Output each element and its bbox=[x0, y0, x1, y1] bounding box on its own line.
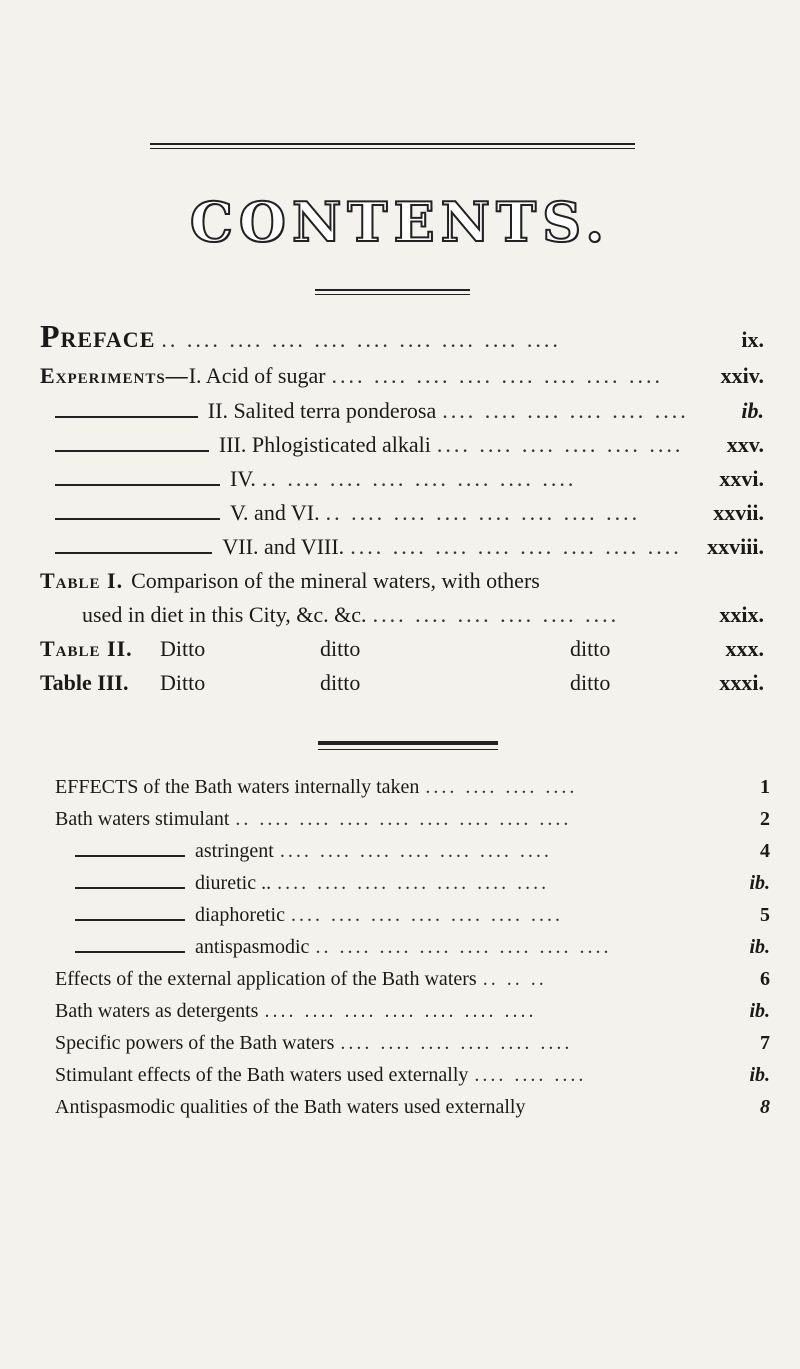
experiment-label: I. Acid of sugar bbox=[188, 363, 326, 388]
ditto-dash bbox=[75, 951, 185, 953]
toc-effects-5 bbox=[75, 904, 770, 927]
toc-effects-6 bbox=[75, 936, 770, 959]
page-number: 2 bbox=[760, 808, 770, 830]
page-number: xxvi. bbox=[719, 466, 764, 491]
ditto-dash bbox=[55, 416, 198, 418]
entry-label: antispasmodic bbox=[195, 936, 310, 958]
experiments-label: Experiments— bbox=[40, 363, 189, 388]
entry-label: Bath waters as detergents bbox=[55, 1000, 259, 1022]
leader: .... .... .... .... .... .... .... bbox=[290, 904, 563, 926]
page-number: xxxi. bbox=[719, 670, 764, 695]
toc-effects-7 bbox=[55, 968, 770, 991]
ditto-dash bbox=[75, 887, 185, 889]
ditto: Ditto bbox=[160, 670, 206, 695]
toc-experiment-5 bbox=[55, 500, 764, 526]
leader: .... .... .... .... .... .... bbox=[442, 398, 689, 423]
leader: .. .... .... .... .... .... .... .... .... bbox=[235, 808, 572, 830]
ditto-dash bbox=[75, 919, 185, 921]
ditto: ditto bbox=[320, 670, 361, 695]
experiment-label: III. Phlogisticated alkali bbox=[218, 432, 431, 457]
entry-label: EFFECTS of the Bath waters internally taken bbox=[55, 776, 420, 798]
toc-experiment-3 bbox=[55, 432, 764, 458]
page-number: 8 bbox=[760, 1096, 770, 1118]
entry-label: diuretic .. bbox=[195, 872, 272, 894]
page-number: ib. bbox=[741, 398, 764, 423]
table-label: Table II. bbox=[40, 636, 133, 661]
leader: .... .... .... .... .... .... bbox=[436, 432, 684, 457]
page-number: ib. bbox=[749, 936, 770, 958]
toc-table-1-cont bbox=[82, 602, 764, 628]
leader: .... .... .... bbox=[474, 1064, 587, 1086]
section-rule bbox=[318, 741, 498, 745]
ditto-dash bbox=[55, 552, 212, 554]
ditto-dash bbox=[75, 855, 185, 857]
title-rule-thin bbox=[315, 294, 470, 295]
ditto-dash bbox=[55, 518, 220, 520]
leader: .... .... .... .... .... .... .... bbox=[277, 872, 550, 894]
toc-preface bbox=[40, 318, 764, 355]
entry-label: diaphoretic bbox=[195, 904, 285, 926]
ditto: ditto bbox=[570, 636, 611, 661]
toc-table-1 bbox=[40, 568, 764, 594]
leader: .... .... .... .... .... .... .... .... bbox=[331, 363, 664, 388]
leader: .. .... .... .... .... .... .... .... bbox=[315, 936, 612, 958]
toc-table-3 bbox=[40, 670, 764, 696]
ditto: ditto bbox=[320, 636, 361, 661]
page-number: xxx. bbox=[725, 636, 764, 661]
page-number: 1 bbox=[760, 776, 770, 798]
leader: .... .... .... .... bbox=[425, 776, 578, 798]
section-rule-thin bbox=[318, 749, 498, 750]
toc-effects-2 bbox=[55, 808, 770, 831]
toc-effects-1 bbox=[55, 776, 770, 799]
table-label: Table I. bbox=[40, 568, 124, 593]
toc-effects-4 bbox=[75, 872, 770, 895]
entry-label: Specific powers of the Bath waters bbox=[55, 1032, 335, 1054]
toc-table-2 bbox=[40, 636, 764, 662]
ditto: ditto bbox=[570, 670, 611, 695]
page-number: 7 bbox=[760, 1032, 770, 1054]
table-label: Table III. bbox=[40, 670, 129, 695]
leader: .. .... .... .... .... .... .... .... .... .... bbox=[161, 327, 561, 352]
ditto: Ditto bbox=[160, 636, 206, 661]
entry-label: Antispasmodic qualities of the Bath waters used externally bbox=[55, 1096, 526, 1118]
entry-label: Stimulant effects of the Bath waters used externally bbox=[55, 1064, 469, 1086]
page-number: 4 bbox=[760, 840, 770, 862]
leader: .... .... .... .... .... .... .... bbox=[264, 1000, 537, 1022]
toc-effects-10 bbox=[55, 1064, 770, 1087]
experiment-label: II. Salited terra ponderosa bbox=[207, 398, 437, 423]
leader: .. .... .... .... .... .... .... .... bbox=[325, 500, 641, 525]
toc-effects-11 bbox=[55, 1096, 770, 1119]
experiment-label: IV. bbox=[230, 466, 256, 491]
page-number: ib. bbox=[749, 1064, 770, 1086]
page-number: ib. bbox=[749, 1000, 770, 1022]
toc-experiment-6 bbox=[55, 534, 764, 560]
ditto-dash bbox=[55, 450, 209, 452]
leader: .. .. .. bbox=[482, 968, 547, 990]
toc-effects-3 bbox=[75, 840, 770, 863]
page-title: CONTENTS. bbox=[189, 190, 611, 254]
ditto-dash bbox=[55, 484, 220, 486]
page-number: xxix. bbox=[719, 602, 764, 627]
entry-label: Bath waters stimulant bbox=[55, 808, 230, 830]
toc-experiment-4 bbox=[55, 466, 764, 492]
page-number: 6 bbox=[760, 968, 770, 990]
leader: .... .... .... .... .... .... .... .... bbox=[350, 534, 682, 559]
page-number: xxiv. bbox=[720, 363, 764, 388]
title-rule bbox=[315, 289, 470, 291]
experiment-label: VII. and VIII. bbox=[222, 534, 345, 559]
page-number: xxviii. bbox=[707, 534, 764, 559]
table-description: used in diet in this City, &c. &c. bbox=[82, 602, 367, 627]
leader: .. .... .... .... .... .... .... .... bbox=[261, 466, 577, 491]
leader: .... .... .... .... .... .... bbox=[372, 602, 620, 627]
toc-effects-8 bbox=[55, 1000, 770, 1023]
page-number: ib. bbox=[749, 872, 770, 894]
toc-experiment-1 bbox=[40, 363, 764, 389]
page-number: ix. bbox=[741, 327, 764, 352]
table-description: Comparison of the mineral waters, with others bbox=[131, 568, 540, 593]
toc-effects-9 bbox=[55, 1032, 770, 1055]
top-rule-thin bbox=[150, 148, 635, 149]
page-number: xxv. bbox=[726, 432, 764, 457]
leader: .... .... .... .... .... .... .... bbox=[279, 840, 552, 862]
preface-label: Preface bbox=[40, 318, 156, 354]
entry-label: Effects of the external application of the Bath waters bbox=[55, 968, 477, 990]
top-rule bbox=[150, 143, 635, 145]
page-number: xxvii. bbox=[713, 500, 764, 525]
experiment-label: V. and VI. bbox=[230, 500, 320, 525]
leader: .... .... .... .... .... .... bbox=[340, 1032, 573, 1054]
toc-experiment-2 bbox=[55, 398, 764, 424]
entry-label: astringent bbox=[195, 840, 274, 862]
page-number: 5 bbox=[760, 904, 770, 926]
